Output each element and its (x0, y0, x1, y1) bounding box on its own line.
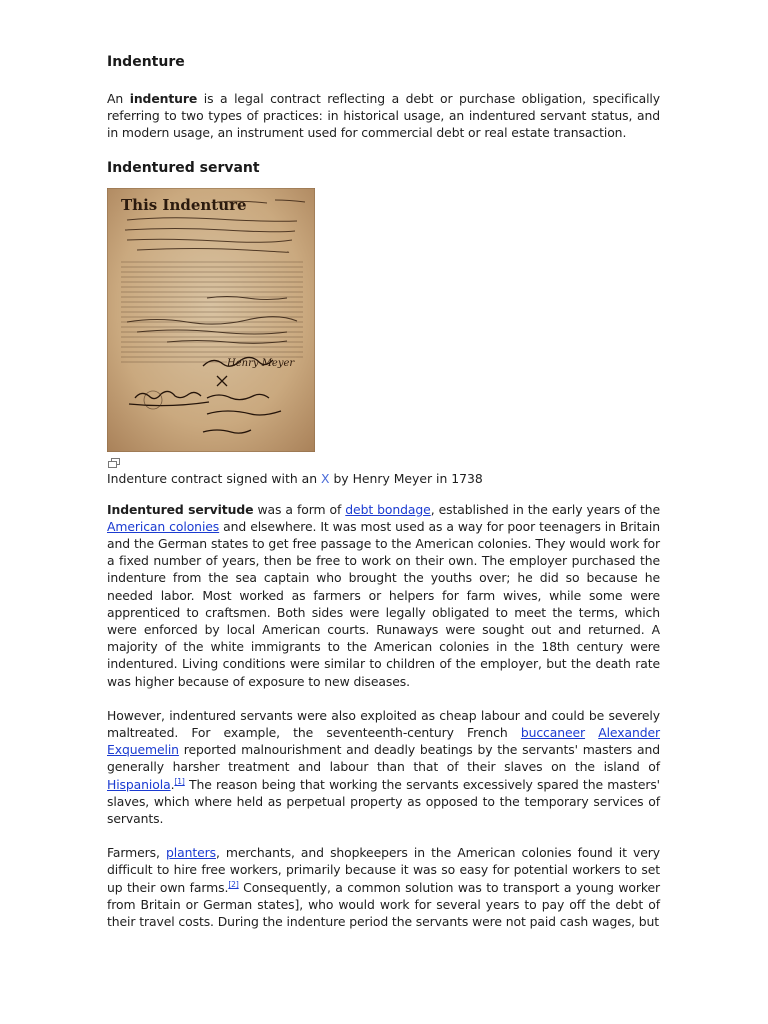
footnote-ref-1[interactable]: [1] (174, 776, 185, 786)
footnote-ref-2[interactable]: [2] (228, 879, 239, 889)
text (585, 725, 598, 740)
link-alexander-exquemelin[interactable]: Alexander Exquemelin (107, 725, 660, 758)
article-body (107, 54, 660, 930)
intro-paragraph (107, 90, 660, 142)
text: , established in the early years of the (430, 501, 660, 517)
text: . (170, 776, 175, 792)
text: was a form of (253, 501, 346, 517)
intro-text: is a legal contract reflecting a debt or purchase obligation, specifically referring to two types of practices: in historical usage, an indentured servant status, and in modern usage, an instrument used for commercial debt or real estate transaction. (107, 91, 660, 141)
link-planters[interactable]: planters (165, 845, 216, 861)
term-bold: Indentured servitude (107, 501, 254, 517)
caption-mark: X (321, 470, 330, 486)
link-buccaneer[interactable]: buccaneer (520, 725, 586, 741)
indenture-document-image[interactable] (107, 188, 315, 452)
section-heading: Indentured servant (107, 159, 260, 176)
text: and elsewhere. It was most used as a way for poor teenagers in Britain and the German states to get free passage to the American colonies. They would work for a fixed number of years, then be free to work on their own. The employer purchased the indenture from the sea captain who brought the youths over; he did so because he needed labor. Most worked as farmers or helpers for farm wives, while some were apprenticed to craftsmen. Both sides were legally obligated to meet the terms, which were enforced by local American courts. Runaways were sought out and returned. A majority of the white immigrants to the American colonies in the 18th century were indentured. Living conditions were similar to children of the employer, but the death rate was higher because of exposure to new diseases. (107, 518, 660, 689)
link-debt-bondage[interactable]: debt bondage (345, 501, 431, 517)
figure-caption (107, 470, 660, 487)
enlarge-icon[interactable] (107, 454, 121, 466)
text: Consequently, a common solution was to transport a young worker from Britain or German states], who would work for several years to pay off the debt of their travel costs. During the indenture period the servants were not paid cash wages, but (107, 879, 660, 930)
intro-text: An (107, 91, 130, 106)
text: The reason being that working the servants excessively spared the masters' slaves, which where held as perpetual property as opposed to the temporary services of servants. (107, 776, 660, 827)
caption-text: Indenture contract signed with an (107, 470, 321, 486)
text: , merchants, and shopkeepers in the American colonies found it very difficult to hire free workers, primarily because it was so easy for potential workers to set up their own farms. (107, 845, 660, 895)
paragraph-servitude (107, 501, 660, 690)
document-signature: Henry Meyer (227, 357, 295, 369)
page-title: Indenture (107, 54, 185, 70)
text: Farmers, (107, 845, 166, 861)
paragraph-farmers (107, 844, 660, 930)
intro-term: indenture (129, 91, 198, 106)
document-heading: This Indenture (121, 195, 247, 214)
text: However, indentured servants were also exploited as cheap labour and could be severely maltreated. For example, the seventeenth-century French (107, 707, 660, 741)
paragraph-exploitation (107, 707, 660, 827)
link-hispaniola[interactable]: Hispaniola (107, 776, 171, 792)
text: reported malnourishment and deadly beatings by the servants' masters and generally harsher treatment and labour than that of their slaves on the island of (107, 742, 660, 775)
caption-text: by Henry Meyer in 1738 (329, 470, 483, 486)
link-american-colonies[interactable]: American colonies (107, 518, 220, 534)
